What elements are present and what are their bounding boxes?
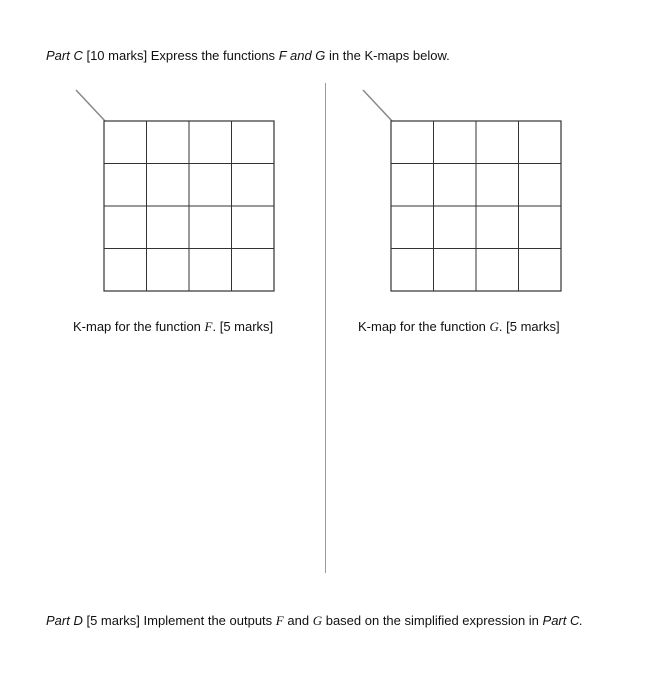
kmap-f-caption-suffix: . [5 marks]	[212, 319, 274, 334]
kmap-f-function-name: F	[204, 319, 213, 334]
kmap-g-caption-prefix: K-map for the function	[358, 319, 486, 334]
part-d-text2: based on the simplified expression in	[325, 613, 539, 628]
kmap-g-caption-suffix: . [5 marks]	[498, 319, 560, 334]
kmap-g-caption	[358, 318, 560, 336]
part-d-var-g: G	[312, 613, 323, 628]
part-d-part-ref-end: C.	[570, 613, 583, 628]
part-c-functions: F and G	[278, 48, 326, 63]
kmap-g-corner-diagonal	[363, 90, 392, 121]
part-d-label: Part D	[46, 613, 83, 628]
part-c-marks: [10 marks] Express the functions	[86, 48, 276, 63]
part-c-tail: in the K-maps below.	[329, 48, 450, 63]
kmap-g-function-name: G	[489, 319, 499, 334]
kmap-f-grid	[74, 86, 284, 296]
kmap-f-caption	[73, 318, 273, 336]
part-c-label: Part C	[46, 48, 83, 63]
kmap-f-corner-diagonal	[76, 90, 105, 121]
part-c-heading	[46, 47, 450, 65]
kmap-g-grid	[361, 86, 571, 296]
part-d-text1: [5 marks] Implement the outputs	[86, 613, 273, 628]
vertical-divider	[325, 83, 326, 573]
part-d-and: and	[287, 613, 310, 628]
kmap-f-caption-prefix: K-map for the function	[73, 319, 201, 334]
part-d-part-ref: Part	[542, 613, 567, 628]
part-d-var-f: F	[275, 613, 284, 628]
part-d-paragraph	[46, 612, 626, 630]
